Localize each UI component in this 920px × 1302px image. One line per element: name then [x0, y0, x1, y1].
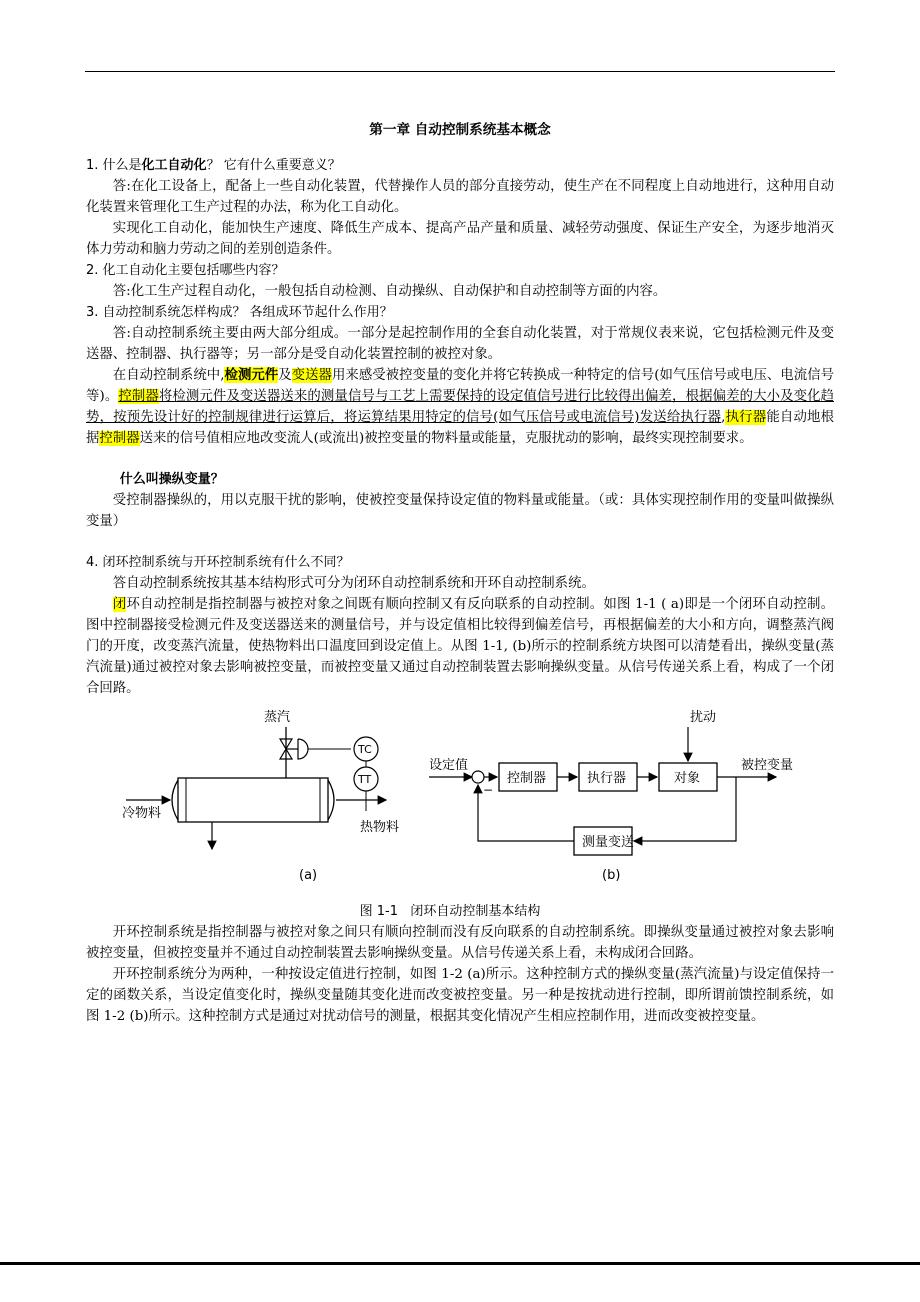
question-1-number: 1. 什么是	[86, 158, 142, 173]
controller-label: 控制器	[507, 771, 547, 786]
exchanger-shell	[178, 778, 328, 822]
underlined-text: 将检测元件及变送器送来的测量信号与工艺上需要保持的设定值信号进行比较得出偏差，根据偏差的大小及变化趋势，按预先设计好的控制规律进行运算后，将运算结果用特定的信号(如气压信号或电流信号)发送给执行器	[86, 389, 834, 425]
footer-rule	[0, 1262, 920, 1265]
diagram-b	[429, 709, 793, 883]
answer-4-para-1: 答自动控制系统按其基本结构形式可分为闭环自动控制系统和开环自动控制系统。	[112, 576, 595, 591]
hot-label: 热物料	[360, 820, 400, 835]
answer-4-para-2	[86, 594, 834, 699]
caption-text: 闭环自动控制基本结构	[410, 904, 541, 919]
text-span: 送来的信号值相应地改变流人(或流出)被控变量的物料量或能量，克服扰动的影响，最终实现控制要求。	[139, 431, 753, 446]
answer-3-para-1: 答:自动控制系统主要由两大部分组成。一部分是起控制作用的全套自动化装置，对于常规仪表来说，它包括检测元件及变送器、控制器、执行器等；另一部分是受自动化装置控制的被控对象。	[86, 326, 834, 362]
question-1-rest: ？ 它有什么重要意义？	[206, 158, 341, 173]
question-1	[86, 155, 834, 176]
highlight-detector: 检测元件	[224, 367, 279, 383]
highlight-controller: 控制器	[118, 389, 159, 404]
figure-1-1-svg	[86, 701, 834, 901]
fig-b-label: (b)	[602, 868, 621, 883]
measure-label: 测量变送	[582, 835, 635, 850]
answer-4-para-3: 开环控制系统是指控制器与被控对象之间只有顺向控制而没有反向联系的自动控制系统。即操纵变量通过被控对象去影响被控变量，但被控变量并不通过自动控制装置去影响操纵变量。从信号传递关系上看，未构成闭合回路。	[86, 925, 834, 961]
figure-1-1	[86, 701, 834, 901]
summing-junction	[472, 771, 484, 783]
spacer	[86, 449, 834, 469]
object-label: 对象	[674, 771, 701, 786]
text-span: 用来感受被控变量的变化并将它转换成一种特定的信号(如气压信号或电压、电流信号等)。	[86, 368, 835, 404]
question-1-term: 化工自动化	[141, 158, 207, 173]
fig-a-label: (a)	[299, 868, 318, 883]
highlight-actuator: 执行器	[725, 410, 767, 425]
question-2: 2. 化工自动化主要包括哪些内容？	[86, 263, 285, 278]
answer-3-para-2	[86, 365, 834, 449]
actuator-label: 执行器	[587, 771, 627, 786]
tc-label: TC	[358, 743, 372, 756]
answer-1-para-2: 实现化工自动化，能加快生产速度、降低生产成本、提高产品产量和质量、减轻劳动强度、保证生产安全，为逐步地消灭体力劳动和脑力劳动之间的差别创造条件。	[86, 221, 834, 257]
question-4: 4. 闭环控制系统与开环控制系统有什么不同？	[86, 555, 350, 570]
text-span: ,	[721, 410, 726, 425]
answer-3b: 受控制器操纵的，用以克服干扰的影响，使被控变量保持设定值的物料量或能量。（或：具体实现控制作用的变量叫做操纵变量）	[86, 493, 834, 529]
text-span: 能自动地根据	[86, 410, 835, 446]
exchanger-head	[172, 780, 178, 820]
highlight-closed: 闭	[112, 597, 127, 612]
feedback-line	[634, 777, 736, 841]
figure-caption	[66, 901, 834, 922]
output-label: 被控变量	[741, 758, 794, 773]
exchanger-head	[328, 780, 334, 820]
minus-sign: −	[483, 783, 494, 797]
highlight-controller-2: 控制器	[99, 431, 140, 446]
setpoint-label: 设定值	[429, 758, 469, 773]
actuator-icon	[298, 739, 308, 759]
text-span: 在自动控制系统中,	[112, 368, 225, 383]
cold-label: 冷物料	[122, 806, 162, 821]
caption-number: 图 1-1	[359, 904, 398, 919]
document-body	[86, 120, 834, 1027]
chapter-title: 第一章 自动控制系统基本概念	[369, 122, 551, 138]
question-3b: 什么叫操纵变量？	[119, 472, 224, 487]
answer-2: 答:化工生产过程自动化，一般包括自动检测、自动操纵、自动保护和自动控制等方面的内容。	[112, 284, 667, 299]
text-span: 环自动控制是指控制器与被控对象之间既有顺向控制又有反向联系的自动控制。如图 1-1 ( a)即是一个闭环自动控制。图中控制器接受检测元件及变送器送来的测量信号，并与设定值相比较得到偏差信号，再根据偏差的大小和方向，调整蒸汽阀门的开度，改变蒸汽流量，使热物料出口温度回到设定值上。从图 1-1, (b)所示的控制系统方块图可以清楚看出，操纵变量(蒸汽流量)通过被控对象去影响被控变量，而被控变量又通过自动控制装置去影响操纵变量。从信号传递关系上看，构成了一个闭合回路。	[86, 597, 835, 696]
header-rule	[85, 71, 835, 72]
highlight-transmitter: 变送器	[291, 368, 332, 383]
steam-label: 蒸汽	[264, 710, 291, 725]
spacer	[86, 532, 834, 552]
disturbance-label: 扰动	[690, 710, 717, 725]
question-3: 3. 自动控制系统怎样构成？ 各组成环节起什么作用？	[86, 305, 393, 320]
tt-label: TT	[358, 773, 372, 786]
diagram-a	[122, 709, 399, 883]
answer-4-para-4: 开环控制系统分为两种，一种按设定值进行控制，如图 1-2 (a)所示。这种控制方式的操纵变量(蒸汽流量)与设定值保持一定的函数关系，当设定值变化时，操纵变量随其变化进而改变被控变量。另一种是按扰动进行控制，即所谓前馈控制系统，如图 1-2 (b)所示。这种控制方式是通过对扰动信号的测量，根据其变化情况产生相应控制作用，进而改变被控变量。	[86, 967, 834, 1024]
text-span: 及	[278, 368, 292, 383]
answer-1-para-1: 答:在化工设备上，配备上一些自动化装置，代替操作人员的部分直接劳动，使生产在不同程度上自动地进行，这种用自动化装置来管理化工生产过程的办法，称为化工自动化。	[86, 179, 834, 215]
